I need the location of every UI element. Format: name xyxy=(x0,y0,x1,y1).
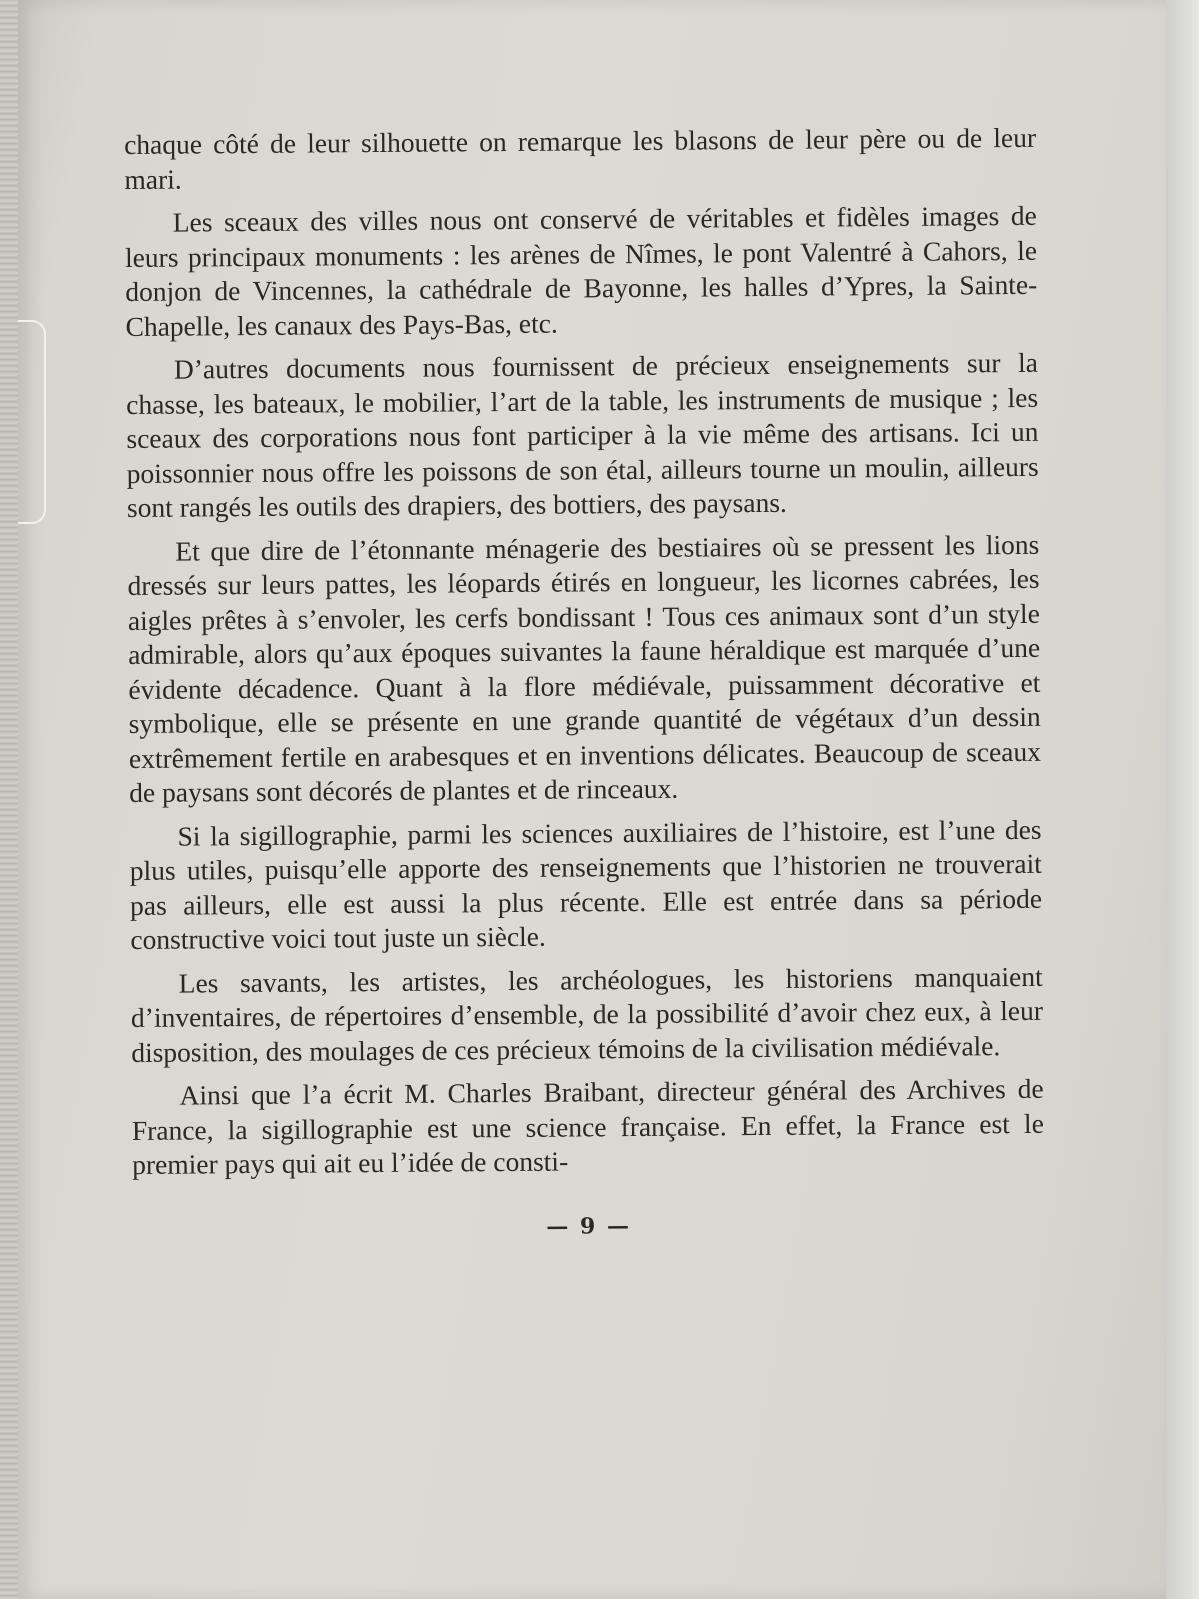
paragraph-6: Les savants, les artistes, les archéologues, les historiens manquaient d’inventaires, de répertoires d’ensemble, de la possibilité d’avoir chez eux, à leur disposition, des moulages de ces précieux témoins de la civilisation médiévale. xyxy=(130,960,1044,1068)
paragraph-7: Ainsi que l’a écrit M. Charles Braibant, directeur général des Archives de France, la sigillographie est une science française. En effet, la France est le premier pays qui ait eu l’idée de consti- xyxy=(131,1072,1044,1180)
paragraph-1: chaque côté de leur silhouette on remarque les blasons de leur père ou de leur mari. xyxy=(124,121,1037,195)
page-number: — 9 — xyxy=(546,1212,632,1240)
paragraph-3: D’autres documents nous fournissent de précieux enseignements sur la chasse, les bateaux, le mobilier, l’art de la table, les instruments de musique ; les sceaux des corporations nous font participer à la vie même des artisans. Ici un poissonnier nous offre les poissons de son étal, ailleurs tourne un moulin, ailleurs sont rangés les outils des drapiers, des bottiers, des paysans. xyxy=(126,346,1039,523)
paragraph-2: Les sceaux des villes nous ont conservé de véritables et fidèles images de leurs principaux monuments : les arènes de Nîmes, le pont Valentré à Cahors, le donjon de Vincennes, la cathédrale de Bayonne, les halles d’Ypres, la Sainte-Chapelle, les canaux des Pays-Bas, etc. xyxy=(124,199,1038,342)
paragraph-5: Si la sigillographie, parmi les sciences auxiliaires de l’histoire, est l’une des plus utiles, puisqu’elle apporte des renseignements que l’historien ne trouverait pas ailleurs, elle est aussi la plus récente. Elle est entrée dans sa période constructive voici tout juste un siècle. xyxy=(129,813,1043,955)
paragraph-4: Et que dire de l’étonnante ménagerie des bestiaires où se pressent les lions dressés sur leurs pattes, les léopards étirés en longueur, les licornes cabrées, les aigles prêtes à s’envoler, les cerfs bondissant ! Tous ces animaux sont d’un style admirable, alors qu’aux époques suivantes la faune héraldique est marquée d’une évidente décadence. Quant à la flore médiévale, puissamment décorative et symbolique, elle se présente en une grande quantité de végétaux d’un dessin extrêmement fertile en arabesques et en inventions délicates. Beaucoup de sceaux de paysans sont décorés de plantes et de rinceaux. xyxy=(127,528,1042,808)
binding-thread xyxy=(18,320,46,524)
page-text xyxy=(124,121,1045,1247)
